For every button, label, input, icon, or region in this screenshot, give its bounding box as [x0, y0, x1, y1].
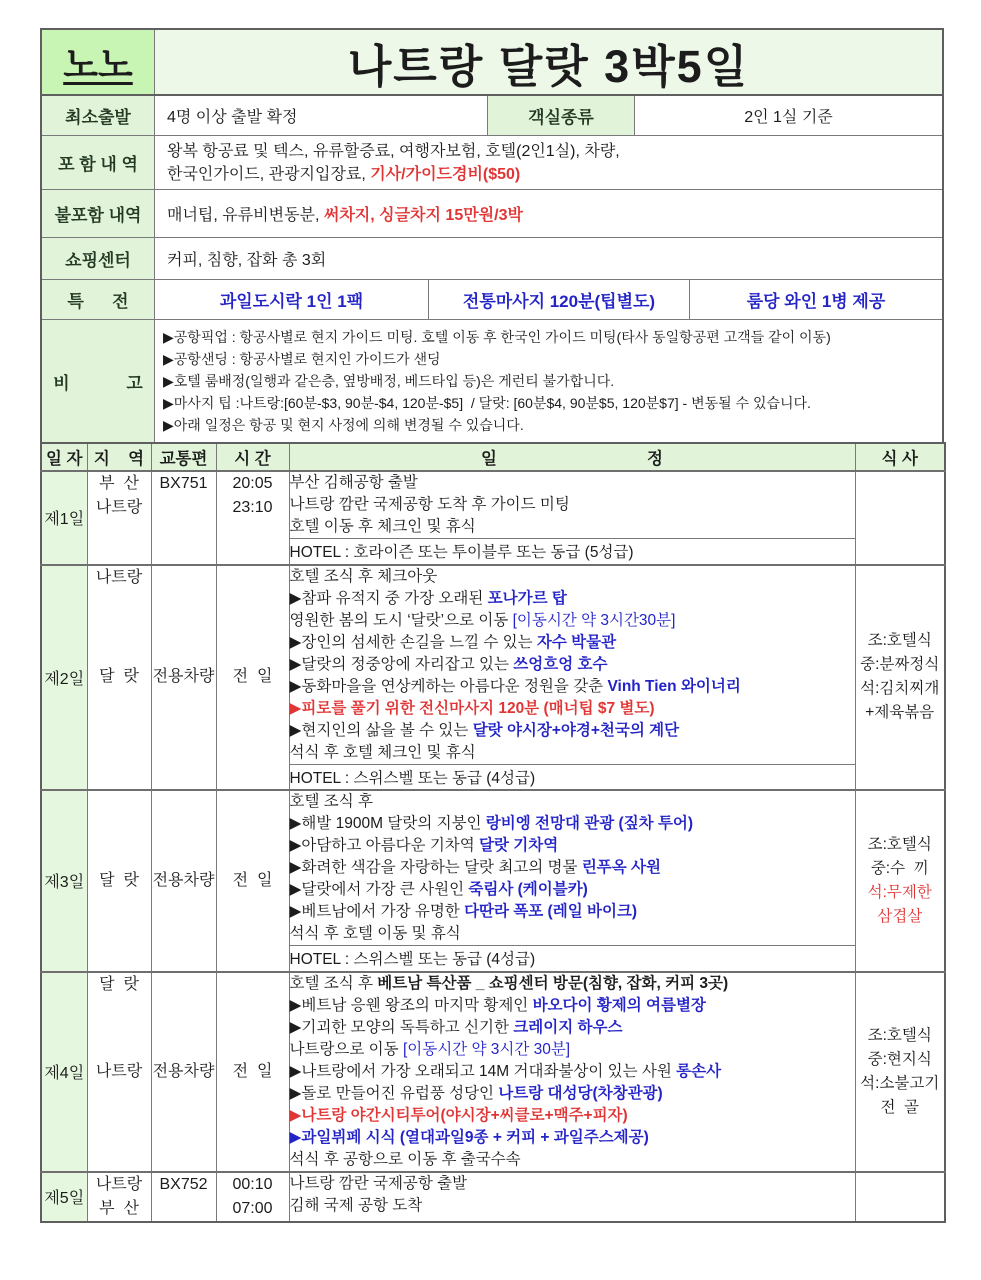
text-line	[290, 654, 855, 676]
info-box	[40, 28, 944, 442]
text-line	[290, 835, 855, 857]
header-time: 시 간	[216, 443, 289, 471]
text-segment: 나트랑 깜란 국제공항 출발	[289, 1174, 468, 1192]
day2-meals	[855, 565, 945, 791]
text-line: ▶아래 일정은 항공 및 현지 사정에 의해 변경될 수 있습니다.	[163, 417, 524, 433]
text-line: 전 일	[232, 871, 273, 889]
text-line: 나트랑	[95, 1175, 143, 1193]
day5-region	[87, 1172, 151, 1222]
text-line	[290, 973, 855, 995]
text-segment: ▶과일뷔페 시식 (열대과일9종 + 커피 + 과일주스제공)	[289, 1128, 649, 1146]
perk-item-1: 과일도시락 1인 1팩	[155, 280, 429, 319]
notes-label: 비 고	[42, 320, 155, 442]
text-segment: 부산 김해공항 출발	[289, 474, 418, 491]
text-segment: ▶달랏의 정중앙에 자리잡고 있는	[289, 655, 514, 673]
day2-hotel: HOTEL : 스위스벨 또는 동급 (4성급)	[289, 764, 855, 790]
text-line: 00:10	[232, 1175, 273, 1193]
shopping-row	[42, 238, 942, 280]
text-segment: ▶돌로 만들어진 유럽풍 성당인	[289, 1084, 499, 1102]
day4-row	[41, 972, 945, 1172]
text-line: 전 일	[232, 1062, 273, 1080]
room-type-value: 2인 1실 기준	[744, 109, 833, 126]
day3-itinerary	[289, 790, 855, 946]
text-segment: 크레이지 하우스	[513, 1018, 623, 1036]
page-title: 나트랑 달랏 3박5일	[155, 30, 942, 94]
text-line: 부 산	[99, 475, 139, 492]
text-line	[290, 610, 855, 632]
text-line: 석:무제한	[867, 883, 932, 901]
shopping-label: 쇼핑센터	[42, 238, 155, 279]
text-line	[290, 791, 855, 813]
text-line	[290, 698, 855, 720]
text-line: +제육볶음	[865, 704, 935, 722]
day2-time	[216, 565, 289, 791]
text-line	[290, 1195, 855, 1217]
text-segment: 나트랑 깜란 국제공항 도착 후 가이드 미팅	[289, 496, 570, 513]
text-line	[290, 857, 855, 879]
text-line	[290, 676, 855, 698]
text-segment: 매너팁, 유류비변동분,	[167, 207, 324, 224]
schedule-table	[40, 442, 946, 1223]
day3-time	[216, 790, 289, 972]
text-line	[290, 720, 855, 742]
excluded-label: 불포함 내역	[42, 190, 155, 237]
text-segment: 자수 박물관	[536, 633, 617, 651]
text-segment: 죽림사 (케이블카)	[468, 881, 588, 898]
text-segment: ▶베트남 응웬 왕조의 마지막 황제인	[289, 996, 533, 1014]
included-row	[42, 136, 942, 190]
text-line: 전용차량	[152, 1062, 215, 1080]
brand-logo: 노노	[42, 30, 155, 94]
text-segment: ▶현지인의 삶을 볼 수 있는	[289, 721, 473, 739]
perks-label: 특 전	[42, 280, 155, 319]
header-day: 일 자	[41, 443, 87, 471]
text-line: 나트랑	[95, 499, 143, 516]
text-line: 20:05	[232, 475, 273, 492]
text-line	[290, 1173, 855, 1195]
text-line	[290, 588, 855, 610]
header-meal: 식 사	[855, 443, 945, 471]
text-segment: 다딴라 폭포 (레일 바이크)	[464, 903, 638, 920]
text-line: BX751	[159, 475, 208, 492]
header-itinerary-left: 일	[481, 450, 497, 468]
text-segment: 써차지, 싱글차지 15만원/3박	[323, 207, 523, 224]
text-segment: 기사/가이드경비($50)	[370, 165, 521, 183]
notes-row	[42, 320, 942, 442]
text-segment: ▶나트랑에서 가장 오래되고 14M 거대좌불상이 있는 사원	[289, 1062, 677, 1080]
text-segment: [이동시간 약 3시간 30분]	[402, 1040, 571, 1058]
text-segment: 바오다이 황제의 여름별장	[532, 996, 706, 1014]
text-segment: 포나가르 탑	[487, 589, 567, 607]
text-line: 조:호텔식	[867, 632, 932, 650]
perk-item-3: 룸당 와인 1병 제공	[746, 292, 886, 311]
itinerary-document	[40, 28, 944, 1223]
text-line	[290, 566, 855, 588]
text-segment: ▶동화마을을 연상케하는 아름다운 정원을 갖춘	[289, 677, 608, 695]
text-segment: 쓰엉흐엉 호수	[513, 655, 608, 673]
header-transport: 교통편	[151, 443, 216, 471]
text-segment: 나트랑 대성당(차창관광)	[498, 1084, 663, 1102]
day3-hotel: HOTEL : 스위스벨 또는 동급 (4성급)	[289, 946, 855, 972]
day1-time	[216, 471, 289, 565]
text-line: ▶공항샌딩 : 항공사별로 현지인 가이드가 샌딩	[163, 351, 441, 367]
text-line: 전 골	[880, 1098, 920, 1116]
text-line: 나트랑	[95, 568, 143, 586]
text-line	[290, 813, 855, 835]
excluded-text	[167, 202, 523, 225]
room-type-label: 객실종류	[488, 96, 635, 135]
text-segment: ▶나트랑 야간시티투어(야시장+씨클로+맥주+피자)	[289, 1106, 628, 1124]
text-line	[290, 1061, 855, 1083]
text-segment: ▶피로를 풀기 위한 전신마사지 120분 (매너팁 $7 별도)	[289, 699, 655, 717]
text-line: BX752	[159, 1175, 208, 1193]
text-line: ▶호텔 룸배정(일행과 같은층, 옆방배정, 베드타입 등)은 게런티 불가합니다.	[163, 373, 615, 389]
text-line	[290, 1039, 855, 1061]
day2-region	[87, 565, 151, 791]
excluded-value	[155, 190, 942, 237]
text-line	[290, 742, 855, 764]
day2-row	[41, 565, 945, 765]
text-segment: ▶참파 유적지 중 가장 오래된	[289, 589, 488, 607]
text-segment: Vinh Tien 와이너리	[607, 677, 741, 695]
text-line	[290, 1083, 855, 1105]
perk-item-2: 전통마사지 120분(팁별도)	[429, 280, 690, 319]
day1-itinerary	[289, 471, 855, 539]
day1-hotel: HOTEL : 호라이즌 또는 투이블루 또는 동급 (5성급)	[289, 539, 855, 565]
min-departure-value: 4명 이상 출발 확정	[155, 96, 488, 135]
text-line	[290, 1127, 855, 1149]
text-segment: 롱손사	[676, 1062, 722, 1080]
text-line: 부 산	[99, 1199, 139, 1217]
day2-label: 제2일	[41, 565, 87, 791]
day1-transport	[151, 471, 216, 565]
text-line: 조:호텔식	[867, 1026, 932, 1044]
text-segment: 호텔 조식 후	[289, 974, 378, 992]
text-line	[290, 472, 855, 494]
text-segment: 호텔 조식 후 체크아웃	[289, 567, 438, 585]
text-line	[290, 1149, 855, 1171]
text-segment: 호텔 이동 후 체크인 및 휴식	[289, 518, 476, 535]
text-line: 석:김치찌개	[860, 680, 940, 698]
text-segment: 달랏 기차역	[479, 837, 559, 854]
text-line: 23:10	[232, 499, 273, 516]
day4-meals	[855, 972, 945, 1172]
day5-row	[41, 1172, 945, 1222]
perks-row	[42, 280, 942, 320]
header-region: 지 역	[87, 443, 151, 471]
text-segment: 호텔 조식 후	[289, 793, 373, 810]
text-line: 중:수 끼	[870, 859, 929, 877]
day1-label: 제1일	[41, 471, 87, 565]
notes-value	[155, 320, 942, 442]
text-line	[290, 923, 855, 945]
text-line	[290, 516, 855, 538]
text-segment: 한국인가이드, 관광지입장료,	[167, 165, 371, 183]
day4-itinerary	[289, 972, 855, 1172]
text-line	[290, 1105, 855, 1127]
day5-meals	[855, 1172, 945, 1222]
text-line: 나트랑	[95, 1062, 143, 1080]
text-line: 달 랏	[99, 871, 139, 889]
schedule-header-row	[41, 443, 945, 471]
min-departure-label: 최소출발	[42, 96, 155, 135]
text-line: 조:호텔식	[867, 835, 932, 853]
text-segment: 왕복 항공료 및 텍스, 유류할증료, 여행자보험, 호텔(2인1실), 차량,	[167, 142, 620, 160]
day3-meals	[855, 790, 945, 972]
day5-time	[216, 1172, 289, 1222]
text-segment: [이동시간 약 3시간30분]	[512, 611, 676, 629]
text-segment: ▶아담하고 아름다운 기차역	[289, 837, 480, 854]
day2-itinerary	[289, 565, 855, 765]
text-segment: 석식 후 호텔 체크인 및 휴식	[289, 743, 476, 761]
text-line: ▶마사지 팁 :나트랑:[60분-$3, 90분-$4, 120분-$5] / 달랏: [60분$4, 90분$5, 120분$7] - 변동될 수 있습니다.	[163, 395, 811, 411]
day1-row	[41, 471, 945, 539]
day3-row	[41, 790, 945, 946]
day4-time	[216, 972, 289, 1172]
text-segment: ▶화려한 색감을 자랑하는 달랏 최고의 명물	[289, 859, 582, 876]
day3-transport	[151, 790, 216, 972]
text-segment: ▶해발 1900M 달랏의 지붕인	[289, 815, 486, 832]
text-line: 중:현지식	[867, 1050, 932, 1068]
text-segment: 석식 후 호텔 이동 및 휴식	[289, 925, 461, 942]
text-line	[290, 494, 855, 516]
included-value	[155, 136, 942, 189]
text-segment: 베트남 특산품 _ 쇼핑센터 방문(침향, 잡화, 커피 3곳)	[377, 974, 729, 992]
included-label: 포 함 내 역	[42, 136, 155, 189]
text-segment: 영원한 봄의 도시 ‘달랏’으로 이동	[289, 611, 513, 629]
text-line	[290, 879, 855, 901]
text-segment: ▶장인의 섬세한 손길을 느낄 수 있는	[289, 633, 537, 651]
text-line: 삼겹살	[877, 907, 923, 925]
header-itinerary-right: 정	[647, 450, 663, 468]
day5-label: 제5일	[41, 1172, 87, 1222]
day3-label: 제3일	[41, 790, 87, 972]
text-line	[290, 901, 855, 923]
text-line: 석:소불고기	[860, 1074, 940, 1092]
day2-transport	[151, 565, 216, 791]
text-line	[167, 163, 620, 186]
text-segment: 석식 후 공항으로 이동 후 출국수속	[289, 1150, 521, 1168]
day3-region	[87, 790, 151, 972]
text-segment: ▶달랏에서 가장 큰 사원인	[289, 881, 469, 898]
day5-transport	[151, 1172, 216, 1222]
day1-region	[87, 471, 151, 565]
notes-text	[163, 326, 831, 436]
day4-transport	[151, 972, 216, 1172]
text-line: 달 랏	[99, 975, 139, 993]
included-text	[167, 140, 620, 186]
text-segment: 나트랑으로 이동	[289, 1040, 403, 1058]
text-line: 중:분짜정식	[860, 656, 940, 674]
text-line	[290, 632, 855, 654]
text-line: 전 일	[232, 668, 273, 686]
text-line	[290, 1017, 855, 1039]
text-segment: 린푸옥 사원	[581, 859, 661, 876]
text-line: 달 랏	[99, 668, 139, 686]
text-segment: ▶베트남에서 가장 유명한	[289, 903, 465, 920]
day4-label: 제4일	[41, 972, 87, 1172]
text-line: ▶공항픽업 : 항공사별로 현지 가이드 미팅. 호텔 이동 후 한국인 가이드 미팅(타사 동일항공편 고객들 같이 이동)	[163, 329, 831, 345]
text-line	[290, 995, 855, 1017]
text-segment: 랑비엥 전망대 관광 (짚차 투어)	[485, 815, 694, 832]
text-line: 전용차량	[152, 668, 215, 686]
text-segment: ▶기괴한 모양의 독특하고 신기한	[289, 1018, 514, 1036]
text-segment: 김해 국제 공항 도착	[289, 1196, 423, 1214]
text-line: 07:00	[232, 1199, 273, 1217]
text-line: 전용차량	[152, 871, 215, 889]
day4-region	[87, 972, 151, 1172]
day5-itinerary	[289, 1172, 855, 1222]
text-line	[167, 140, 620, 163]
shopping-value: 커피, 침향, 잡화 총 3회	[167, 252, 327, 269]
header-itinerary	[289, 443, 855, 471]
departure-row	[42, 96, 942, 136]
title-row	[42, 30, 942, 96]
day1-meals	[855, 471, 945, 565]
excluded-row	[42, 190, 942, 238]
text-segment: 달랏 야시장+야경+천국의 계단	[472, 721, 680, 739]
